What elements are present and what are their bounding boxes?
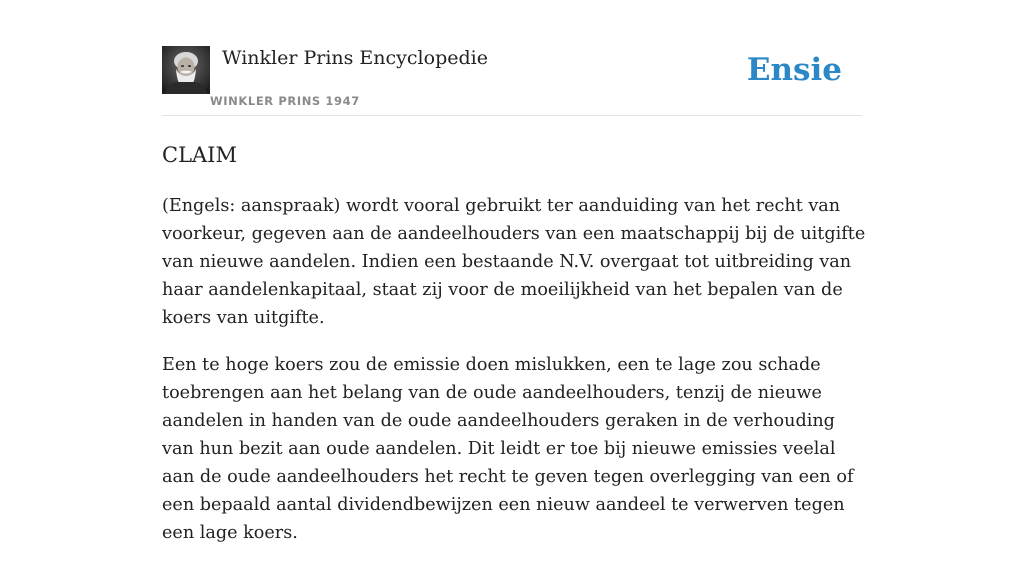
header-divider bbox=[162, 115, 862, 116]
author-portrait-icon bbox=[162, 46, 210, 94]
article-title: CLAIM bbox=[162, 143, 237, 167]
brand-logo[interactable]: Ensie bbox=[746, 52, 842, 88]
source-avatar[interactable] bbox=[162, 46, 210, 94]
source-header bbox=[162, 46, 862, 116]
article-body bbox=[162, 192, 867, 566]
article-paragraph-1: (Engels: aanspraak) wordt vooral gebruikt ter aanduiding van het recht van voorkeur, gegeven aan de aandeelhouders van een maatschappij bij de uitgifte van nieuwe aandelen. Indien een bestaande N.V. overgaat tot uitbreiding van haar aandelenkapitaal, staat zij voor de moeilijkheid van het bepalen van de koers van uitgifte. bbox=[162, 196, 866, 328]
article-paragraph-2: Een te hoge koers zou de emissie doen mislukken, een te lage zou schade toebrengen aan het belang van de oude aandeelhouders, tenzij de nieuwe aandelen in handen van de oude aandeelhouders geraken in de verhouding van hun bezit aan oude aandelen. Dit leidt er toe bij nieuwe emissies veelal aan de oude aandeelhouders het recht te geven tegen overlegging van een of een bepaald aantal dividendbewijzen een nieuw aandeel te verwerven tegen een lage koers. bbox=[162, 355, 854, 543]
source-title[interactable]: Winkler Prins Encyclopedie bbox=[222, 47, 488, 69]
source-subtitle[interactable]: WINKLER PRINS 1947 bbox=[210, 94, 360, 108]
